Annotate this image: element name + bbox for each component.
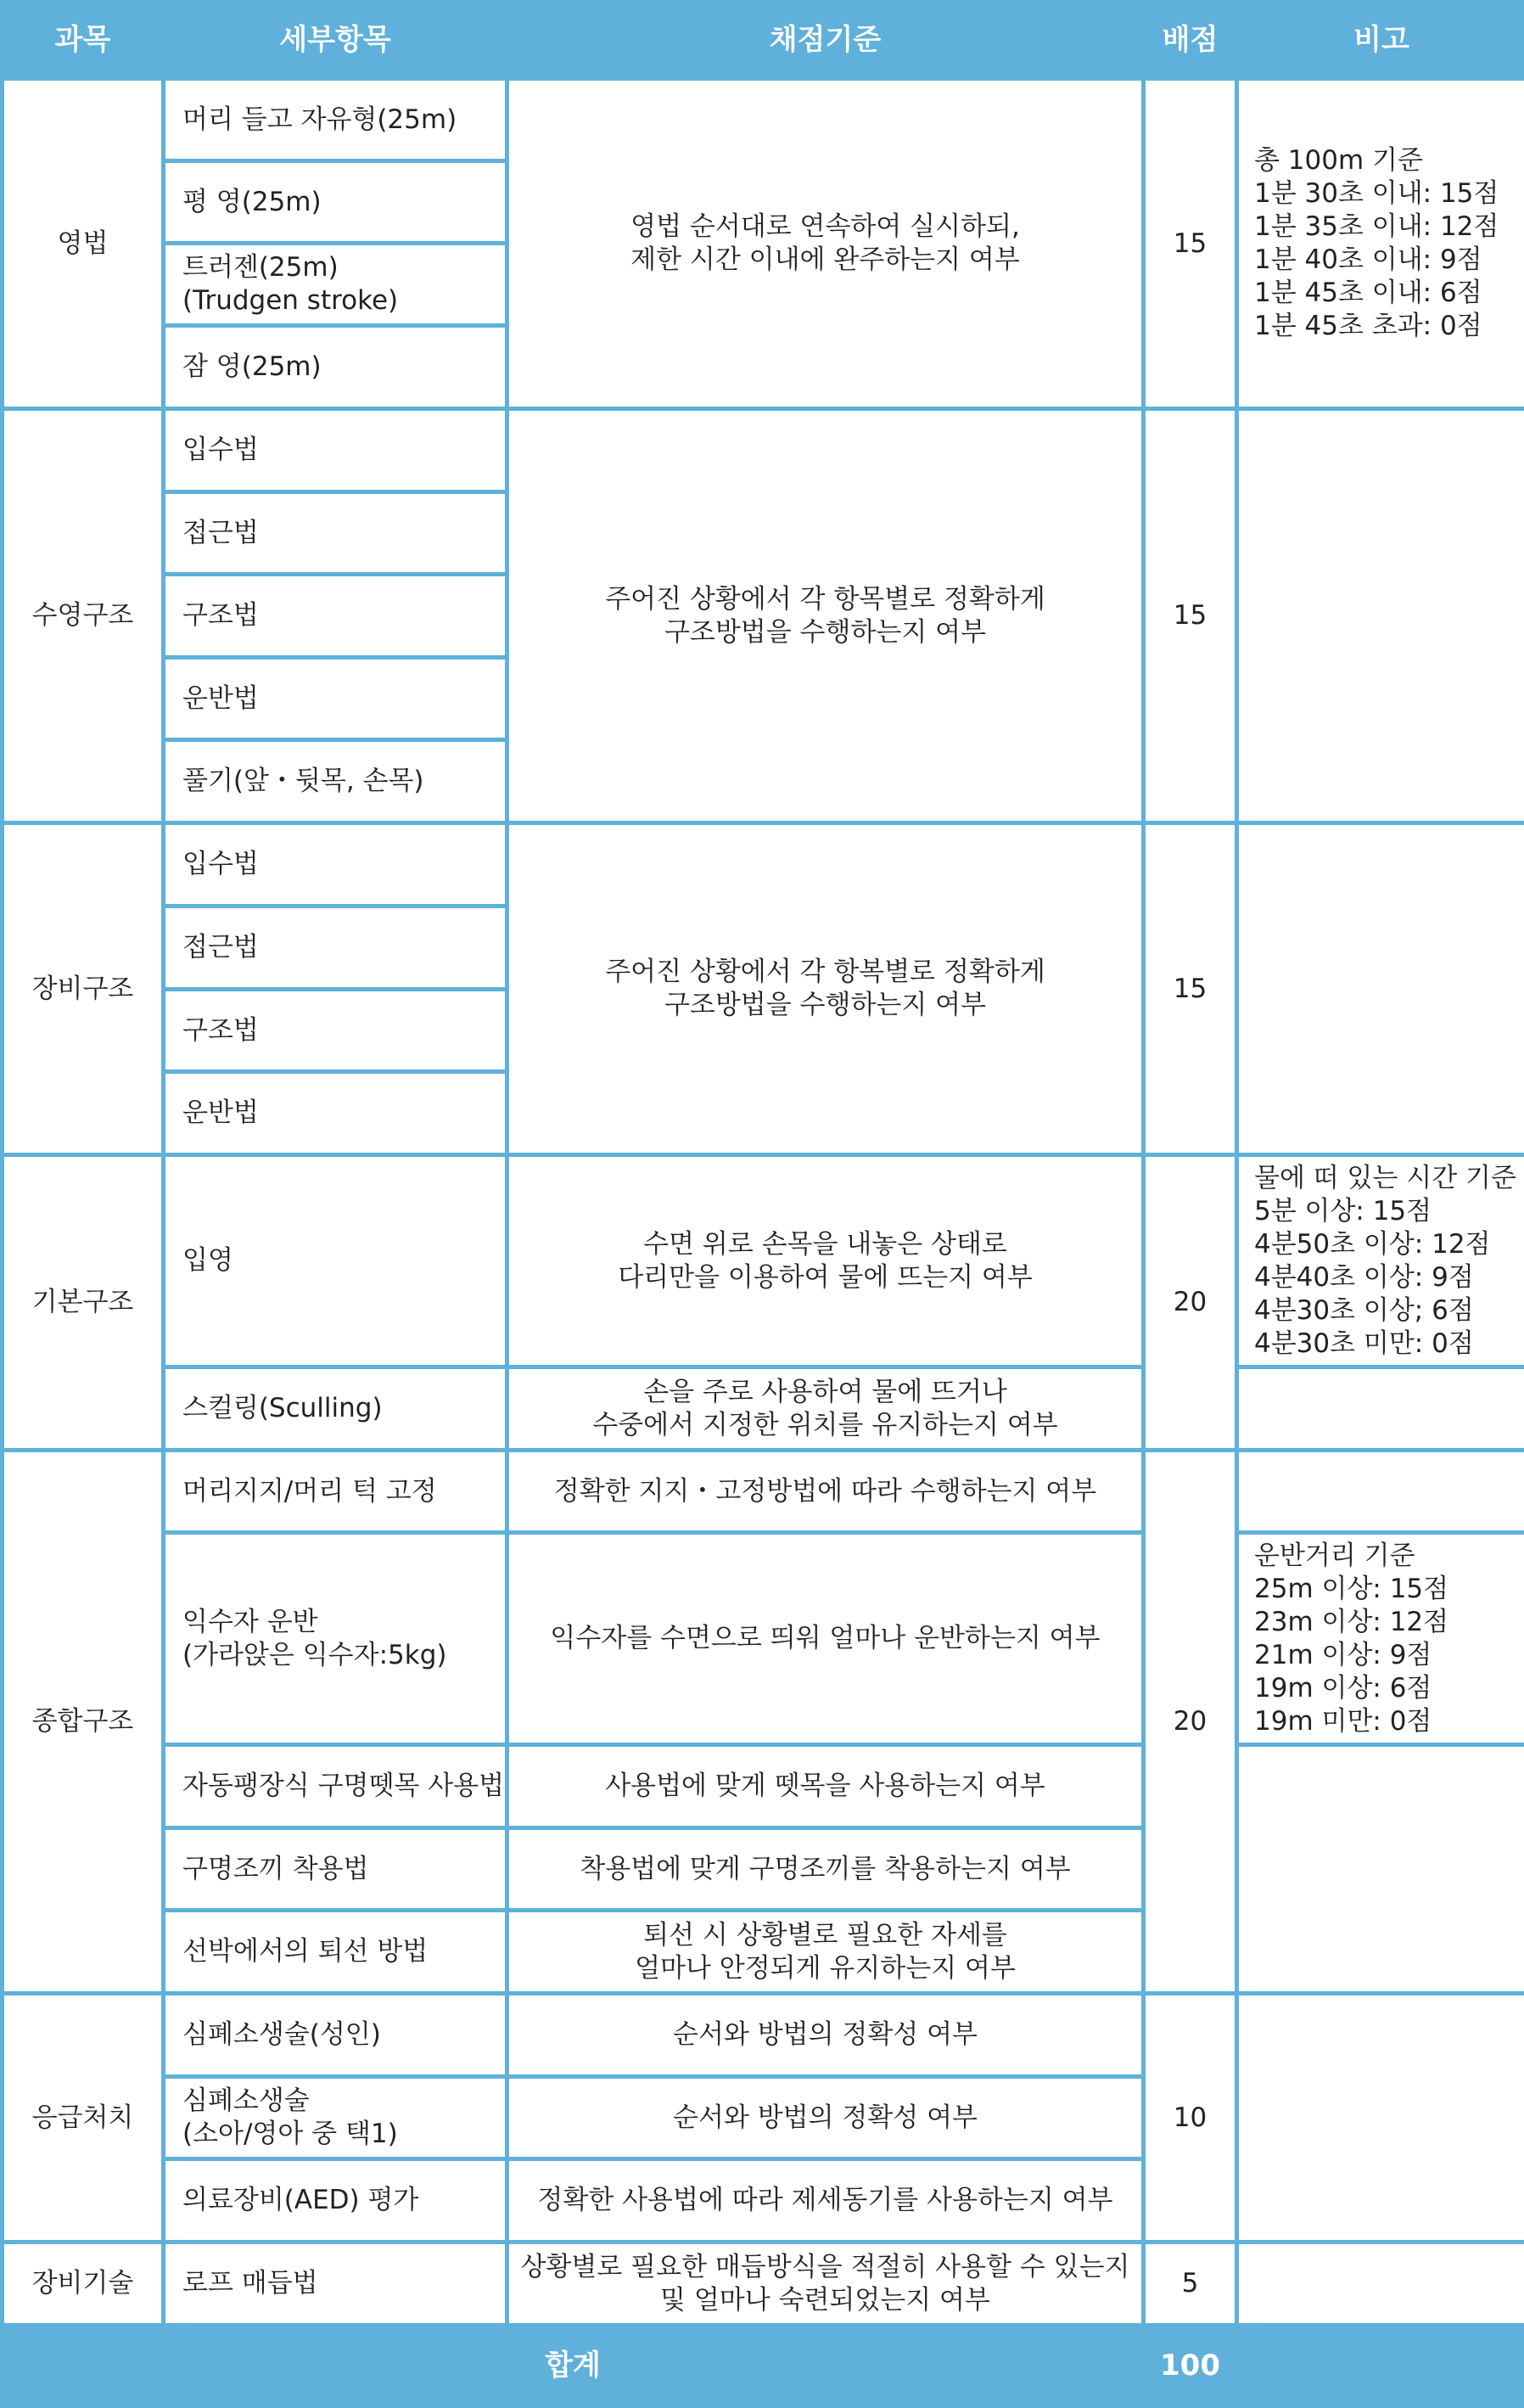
item-cell: 구조법 [164,575,507,658]
table-row [3,1745,1524,1828]
points-cell: 15 [1144,79,1237,409]
table-row [3,409,1524,492]
item-cell: 머리 들고 자유형(25m) [164,79,507,161]
table-row [3,1533,1524,1745]
points-cell: 5 [1144,2242,1237,2326]
criteria-cell: 영법 순서대로 연속하여 실시하되, 제한 시간 이내에 완주하는지 여부 [507,79,1144,409]
item-cell: 구명조끼 착용법 [164,1828,507,1911]
item-cell: 심폐소생술(성인) [164,1994,507,2077]
criteria-cell: 퇴선 시 상황별로 필요한 자세를 얼마나 안정되게 유지하는지 여부 [507,1911,1144,1994]
subject-cell: 종합구조 [3,1451,164,1994]
criteria-cell: 손을 주로 사용하여 물에 뜨거나 수중에서 지정한 위치를 유지하는지 여부 [507,1367,1144,1451]
criteria-cell: 주어진 상황에서 각 항복별로 정확하게 구조방법을 수행하는지 여부 [507,823,1144,1155]
item-cell: 잠 영(25m) [164,326,507,409]
item-cell: 평 영(25m) [164,161,507,244]
item-cell: 트러젠(25m) (Trudgen stroke) [164,244,507,326]
total-value: 100 [1144,2326,1237,2406]
subject-cell: 기본구조 [3,1155,164,1451]
subject-cell: 응급처치 [3,1994,164,2242]
points-cell: 15 [1144,823,1237,1155]
item-cell: 운반법 [164,658,507,740]
remarks-cell [1237,409,1524,823]
table-row [3,2242,1524,2326]
remarks-cell [1237,1367,1524,1451]
item-cell: 머리지지/머리 턱 고정 [164,1451,507,1533]
item-cell: 입영 [164,1155,507,1367]
criteria-cell: 상황별로 필요한 매듭방식을 적절히 사용할 수 있는지 및 얼마나 숙련되었는지 여부 [507,2242,1144,2326]
total-label: 합계 [3,2326,1144,2406]
table-row [3,1367,1524,1451]
criteria-cell: 정확한 지지・고정방법에 따라 수행하는지 여부 [507,1451,1144,1533]
criteria-cell: 순서와 방법의 정확성 여부 [507,2077,1144,2159]
points-cell: 10 [1144,1994,1237,2242]
item-cell: 입수법 [164,823,507,907]
remarks-cell [1237,2242,1524,2326]
table-row [3,1994,1524,2077]
item-cell: 스컬링(Sculling) [164,1367,507,1451]
points-cell: 20 [1144,1451,1237,1994]
remarks-cell: 물에 떠 있는 시간 기준 5분 이상: 15점 4분50초 이상: 12점 4분40초 이상: 9점 4분30초 이상; 6점 4분30초 미만: 0점 [1237,1155,1524,1367]
table-row [3,1451,1524,1533]
remarks-cell [1237,1451,1524,1533]
subject-cell: 영법 [3,79,164,409]
item-cell: 로프 매듭법 [164,2242,507,2326]
remarks-cell [1237,823,1524,1155]
header-remarks: 비고 [1237,3,1524,79]
item-cell: 선박에서의 퇴선 방법 [164,1911,507,1994]
table-row [3,823,1524,907]
item-cell: 입수법 [164,409,507,492]
table-row [3,79,1524,161]
remarks-cell: 총 100m 기준 1분 30초 이내: 15점 1분 35초 이내: 12점 1분 40초 이내: 9점 1분 45초 이내: 6점 1분 45초 초과: 0점 [1237,79,1524,409]
criteria-cell: 착용법에 맞게 구명조끼를 착용하는지 여부 [507,1828,1144,1911]
subject-cell: 장비구조 [3,823,164,1155]
criteria-cell: 수면 위로 손목을 내놓은 상태로 다리만을 이용하여 물에 뜨는지 여부 [507,1155,1144,1367]
item-cell: 구조법 [164,990,507,1072]
total-row [3,2326,1524,2406]
remarks-cell [1237,1745,1524,1994]
item-cell: 자동팽장식 구명뗏목 사용법 [164,1745,507,1828]
subject-cell: 수영구조 [3,409,164,823]
item-cell: 익수자 운반 (가라앉은 익수자:5kg) [164,1533,507,1745]
subject-cell: 장비기술 [3,2242,164,2326]
header-item: 세부항목 [164,3,507,79]
header-criteria: 채점기준 [507,3,1144,79]
header-row [3,3,1524,79]
criteria-cell: 주어진 상황에서 각 항목별로 정확하게 구조방법을 수행하는지 여부 [507,409,1144,823]
total-blank [1237,2326,1524,2406]
points-cell: 20 [1144,1155,1237,1451]
item-cell: 의료장비(AED) 평가 [164,2159,507,2242]
item-cell: 운반법 [164,1072,507,1155]
item-cell: 접근법 [164,907,507,990]
points-cell: 15 [1144,409,1237,823]
header-points: 배점 [1144,3,1237,79]
criteria-cell: 사용법에 맞게 뗏목을 사용하는지 여부 [507,1745,1144,1828]
item-cell: 풀기(앞・뒷목, 손목) [164,740,507,823]
criteria-cell: 정확한 사용법에 따라 제세동기를 사용하는지 여부 [507,2159,1144,2242]
item-cell: 접근법 [164,492,507,575]
remarks-cell: 운반거리 기준 25m 이상: 15점 23m 이상: 12점 21m 이상: 9점 19m 이상: 6점 19m 미만: 0점 [1237,1533,1524,1745]
criteria-cell: 익수자를 수면으로 띄워 얼마나 운반하는지 여부 [507,1533,1144,1745]
item-cell: 심폐소생술 (소아/영아 중 택1) [164,2077,507,2159]
criteria-cell: 순서와 방법의 정확성 여부 [507,1994,1144,2077]
table-row [3,1155,1524,1367]
header-subject: 과목 [3,3,164,79]
remarks-cell [1237,1994,1524,2242]
